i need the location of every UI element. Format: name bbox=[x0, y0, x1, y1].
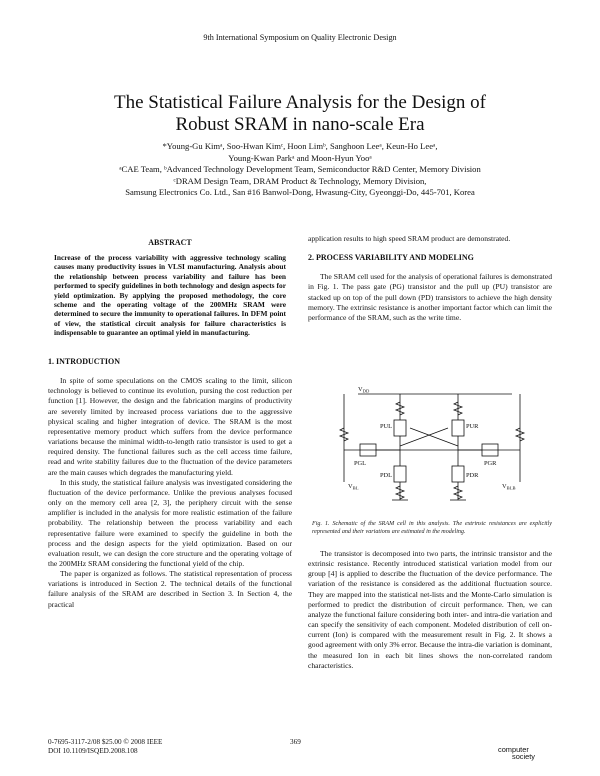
computer-society-logo bbox=[498, 746, 556, 761]
pdl-transistor bbox=[394, 466, 406, 482]
footer-isbn bbox=[48, 738, 162, 755]
doi-line: DOI 10.1109/ISQED.2008.108 bbox=[48, 746, 138, 755]
section-2-heading: 2. PROCESS VARIABILITY AND MODELING bbox=[308, 253, 474, 263]
intro-paragraph-3: The paper is organized as follows. The statistical representation of process variations is introduced in Section 2. The technical details of the functional failure analysis of the SRAM are described in Section 3. In Section 4, the practical bbox=[48, 569, 292, 609]
pul-transistor bbox=[394, 420, 406, 436]
pdl-label: PDL bbox=[380, 472, 393, 479]
logo-line-2: society bbox=[512, 752, 536, 762]
section-1-continuation: application results to high speed SRAM product are demonstrated. bbox=[308, 234, 511, 243]
title-line-1: The Statistical Failure Analysis for the Design of bbox=[113, 92, 486, 113]
sram-cell-schematic bbox=[308, 380, 552, 515]
abstract-heading: ABSTRACT bbox=[148, 238, 192, 247]
section-2-paragraph-1: The SRAM cell used for the analysis of operational failures is demonstrated in Fig. 1. The pass gate (PG) transistor and the pull up (PU) transistor are stacked up on top of the pull down (PD) transistors to achieve the high density memory. The extrinsic resistance is another important factor which can limit the performance of the SRAM, such as the write time. bbox=[308, 272, 552, 322]
author-block bbox=[50, 141, 550, 199]
vbl-label: $V_{BL}$ bbox=[348, 483, 359, 491]
pgr-label: PGR bbox=[484, 460, 497, 467]
affiliation-3: Samsung Electronics Co. Ltd., San #16 Banwol-Dong, Hwasung-City, Gyeonggi-Do, 445-701, Korea bbox=[125, 187, 475, 198]
pdr-transistor bbox=[452, 466, 464, 482]
introduction-section bbox=[48, 357, 292, 610]
section-2-continued bbox=[308, 549, 552, 671]
affiliation-2: ᶜDRAM Design Team, DRAM Product & Technology, Memory Division, bbox=[173, 175, 427, 186]
conference-header: 9th International Symposium on Quality Electronic Design bbox=[203, 33, 397, 42]
section-2-paragraph-2: The transistor is decomposed into two parts, the intrinsic transistor and the extrinsic resistance. Recently introduced statistical variation model from our group [4] is applied to describe the fluctuation of the device performance. The variation of the resistance is considered as the additional fluctuation source. They are mapped into the statistical net-lists and the Monte-Carlo simulation is performed to predict the distribution of circuit performance. Then, we can analyze the functional failure considering both inter- and intra-die variation and can specify the sensitivity of each component. Modeled distribution of cell on-current (Ion) is compared with the measurement result in Fig. 2. It shows a good agreement with only 3% error. Because the intra-die variation is dominant, the measured Ion in each bit lines shows the non-correlated random characteristics. bbox=[308, 549, 552, 670]
pur-label: PUR bbox=[466, 423, 479, 430]
pdr-label: PDR bbox=[466, 472, 479, 479]
page-number: 369 bbox=[290, 738, 301, 746]
pgl-label: PGL bbox=[354, 460, 367, 467]
author-line-2: Young-Kwan Parkᵃ and Moon-Hyun Yooᵃ bbox=[228, 152, 372, 163]
affiliation-1: ᵃCAE Team, ᵇAdvanced Technology Development Team, Semiconductor R&D Center, Memory Division bbox=[119, 164, 481, 175]
isbn-line: 0-7695-3117-2/08 $25.00 © 2008 IEEE bbox=[48, 738, 163, 746]
cross-couple-a bbox=[400, 428, 448, 446]
author-line-1: *Young-Gu Kimᵃ, Soo-Hwan Kimᶜ, Hoon Limᵇ, Sanghoon Leeᵃ, Keun-Ho Leeᵃ, bbox=[162, 141, 438, 151]
pul-label: PUL bbox=[380, 423, 393, 430]
intro-paragraph-2: In this study, the statistical failure analysis was investigated considering the fluctuation of the device performance. Unlike the previous analyses focused only on the memory cell area [2, 3], the periphery circuit with the sense amplifier is included in the analysis for more realistic estimation of the failure probability. The relationship between the process variability and each representative failure were examined to specify the guideline in both the process and the design aspects for the yield optimization. Based on our evaluation result, we can design the core structure and the operating voltage of the 200MHz SRAM considering the functional yield of the chip. bbox=[48, 477, 292, 568]
vblb-label: $V_{BLB}$ bbox=[502, 483, 516, 491]
paper-title bbox=[60, 92, 540, 136]
right-column-top bbox=[308, 234, 552, 323]
cross-couple-b bbox=[410, 428, 458, 446]
figure-1-caption: Fig. 1. Schematic of the SRAM cell in this analysis. The extrinsic resistances are explicitly represented and their variations are estimated in the modeling. bbox=[312, 521, 552, 535]
intro-paragraph-1: In spite of some speculations on the CMOS scaling to the limit, silicon technology is believed to continue its evolution, pursing the cost reduction per function [1]. However, the design and the fabrication margins of productivity are severely limited by increased process variations due to the aggressive physical scaling and higher integration of device. The SRAM is the most representative memory product which suffers from the device performance variations because the minimal width-to-length ratio transistor is used to get a required density. The functional failures such as the cell access time failure, read and write stability failures due to the fluctuation of the device parameters are the main causes which degrades the manufacturing yield. bbox=[48, 376, 292, 477]
pur-transistor bbox=[452, 420, 464, 436]
abstract-text: Increase of the process variability with aggressive technology scaling causes many productivity issues in VLSI manufacturing. Analysis about the relationship between process variability and failure has been performed to specify guidelines in both technology and design aspects for yield optimization. By applying the proposed methodology, the core scheme and the operating voltage of the 200MHz SRAM were determined to secure the immunity to operational failures. In DFM point of view, the statistical circuit analysis for failure characteristics is indispensable to guarantee an optimal yield in manufacturing. bbox=[54, 253, 286, 338]
introduction-heading: 1. INTRODUCTION bbox=[48, 357, 121, 366]
logo-line-1: computer bbox=[498, 745, 529, 754]
title-line-2: Robust SRAM in nano-scale Era bbox=[175, 114, 425, 135]
vdd-label: $V_{DD}$ bbox=[358, 386, 370, 394]
